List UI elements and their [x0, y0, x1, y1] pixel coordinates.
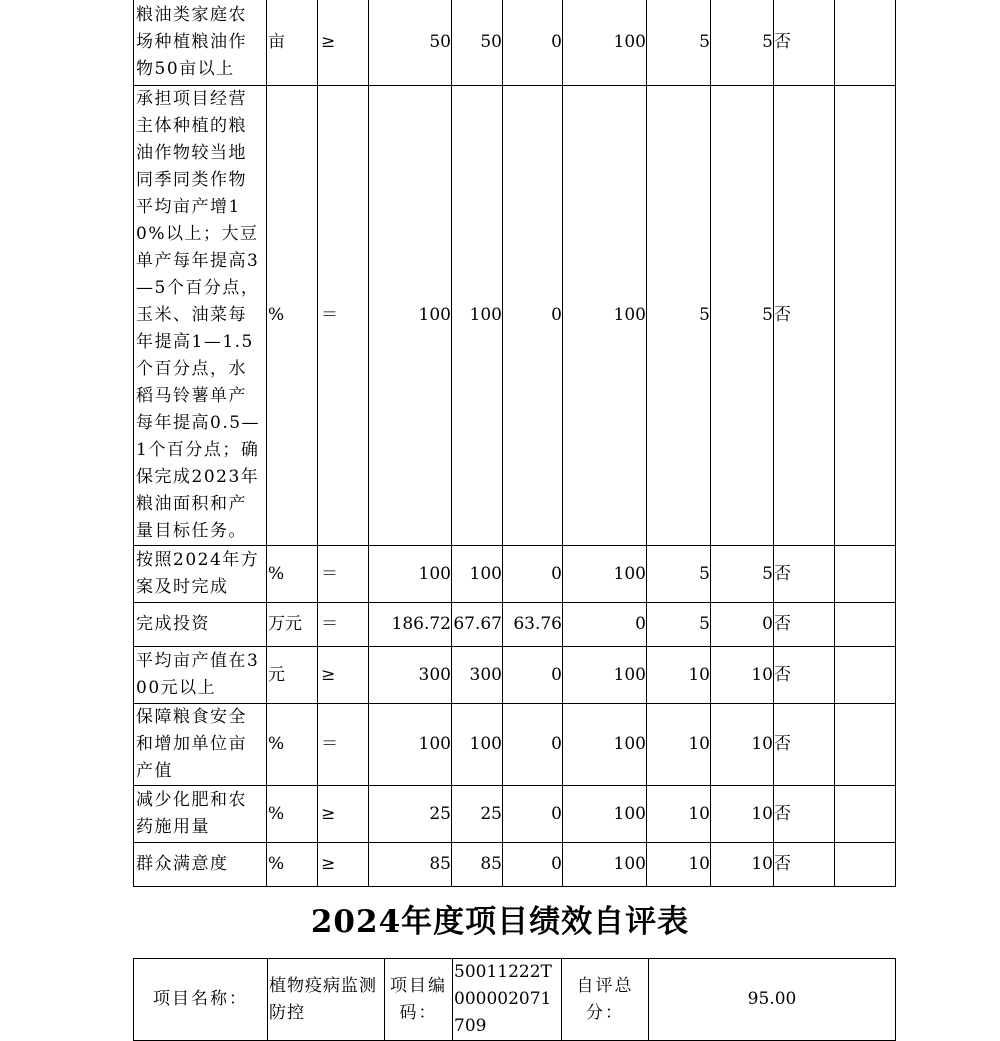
indicator-score: 5 — [711, 86, 774, 546]
indicator-weight: 10 — [647, 704, 711, 786]
indicator-name: 群众满意度 — [134, 843, 267, 887]
annual-target: 300 — [369, 647, 452, 704]
indicator-unit: % — [267, 704, 318, 786]
indicator-operator: ≥ — [318, 786, 369, 843]
annual-target: 50 — [369, 0, 452, 86]
page-title: 2024年度项目绩效自评表 — [310, 904, 690, 940]
table-row — [134, 704, 896, 786]
annual-target: 100 — [369, 86, 452, 546]
deviation-value: 0 — [503, 786, 563, 843]
core-indicator-flag: 否 — [774, 0, 835, 86]
actual-value: 85 — [452, 843, 503, 887]
actual-value: 50 — [452, 0, 503, 86]
empty-cell — [835, 0, 896, 86]
indicator-operator: ＝ — [318, 603, 369, 647]
empty-cell — [835, 704, 896, 786]
indicator-name: 完成投资 — [134, 603, 267, 647]
indicator-weight: 5 — [647, 603, 711, 647]
indicator-weight: 5 — [647, 86, 711, 546]
deviation-value: 0 — [503, 86, 563, 546]
table-row — [134, 86, 896, 546]
actual-value: 100 — [452, 86, 503, 546]
completion-rate: 100 — [563, 704, 647, 786]
core-indicator-flag: 否 — [774, 603, 835, 647]
actual-value: 67.67 — [452, 603, 503, 647]
deviation-value: 0 — [503, 0, 563, 86]
annual-target: 186.72 — [369, 603, 452, 647]
indicator-score: 10 — [711, 786, 774, 843]
project-info-table — [133, 958, 896, 1041]
indicator-unit: % — [267, 546, 318, 603]
completion-rate: 100 — [563, 786, 647, 843]
indicator-score: 0 — [711, 603, 774, 647]
total-score-value: 95.00 — [649, 959, 896, 1041]
indicator-name: 减少化肥和农药施用量 — [134, 786, 267, 843]
table-row — [134, 959, 896, 1041]
indicator-score: 5 — [711, 546, 774, 603]
core-indicator-flag: 否 — [774, 704, 835, 786]
annual-target: 100 — [369, 546, 452, 603]
indicator-weight: 10 — [647, 843, 711, 887]
indicator-operator: ＝ — [318, 546, 369, 603]
empty-cell — [835, 647, 896, 704]
empty-cell — [835, 843, 896, 887]
completion-rate: 100 — [563, 546, 647, 603]
indicator-score: 5 — [711, 0, 774, 86]
indicator-weight: 10 — [647, 786, 711, 843]
project-code-value: 50011222T000002071709 — [453, 959, 562, 1041]
table-row — [134, 647, 896, 704]
project-name-label: 项目名称： — [134, 959, 268, 1041]
core-indicator-flag: 否 — [774, 786, 835, 843]
indicator-unit: 元 — [267, 647, 318, 704]
core-indicator-flag: 否 — [774, 86, 835, 546]
deviation-value: 63.76 — [503, 603, 563, 647]
actual-value: 25 — [452, 786, 503, 843]
completion-rate: 0 — [563, 603, 647, 647]
indicator-operator: ＝ — [318, 86, 369, 546]
indicator-operator: ≥ — [318, 0, 369, 86]
completion-rate: 100 — [563, 0, 647, 86]
total-score-label: 自评总分： — [562, 959, 649, 1041]
deviation-value: 0 — [503, 546, 563, 603]
completion-rate: 100 — [563, 86, 647, 546]
deviation-value: 0 — [503, 843, 563, 887]
actual-value: 100 — [452, 704, 503, 786]
empty-cell — [835, 86, 896, 546]
empty-cell — [835, 786, 896, 843]
annual-target: 85 — [369, 843, 452, 887]
indicator-operator: ≥ — [318, 647, 369, 704]
indicator-unit: % — [267, 86, 318, 546]
project-code-label: 项目编码： — [385, 959, 453, 1041]
indicator-unit: % — [267, 786, 318, 843]
project-name-value: 植物疫病监测防控 — [268, 959, 385, 1041]
indicator-weight: 5 — [647, 0, 711, 86]
indicator-unit: % — [267, 843, 318, 887]
core-indicator-flag: 否 — [774, 843, 835, 887]
table-row — [134, 603, 896, 647]
actual-value: 300 — [452, 647, 503, 704]
indicator-score: 10 — [711, 843, 774, 887]
indicator-weight: 5 — [647, 546, 711, 603]
indicator-name: 平均亩产值在300元以上 — [134, 647, 267, 704]
core-indicator-flag: 否 — [774, 647, 835, 704]
table-row — [134, 546, 896, 603]
indicator-name: 保障粮食安全和增加单位亩产值 — [134, 704, 267, 786]
indicator-unit: 亩 — [267, 0, 318, 86]
table-row — [134, 0, 896, 86]
completion-rate: 100 — [563, 843, 647, 887]
indicator-name: 粮油类家庭农场种植粮油作物50亩以上 — [134, 0, 267, 86]
actual-value: 100 — [452, 546, 503, 603]
indicator-operator: ≥ — [318, 843, 369, 887]
indicator-name: 按照2024年方案及时完成 — [134, 546, 267, 603]
indicator-table — [133, 0, 896, 887]
empty-cell — [835, 603, 896, 647]
empty-cell — [835, 546, 896, 603]
deviation-value: 0 — [503, 647, 563, 704]
indicator-name: 承担项目经营主体种植的粮油作物较当地同季同类作物平均亩产增10%以上；大豆单产每年提高3—5个百分点，玉米、油菜每年提高1—1.5个百分点，水稻马铃薯单产每年提高0.5—1个百分点；确保完成2023年粮油面积和产量目标任务。 — [134, 86, 267, 546]
annual-target: 100 — [369, 704, 452, 786]
indicator-weight: 10 — [647, 647, 711, 704]
table-row — [134, 843, 896, 887]
table-row — [134, 786, 896, 843]
core-indicator-flag: 否 — [774, 546, 835, 603]
annual-target: 25 — [369, 786, 452, 843]
deviation-value: 0 — [503, 704, 563, 786]
indicator-unit: 万元 — [267, 603, 318, 647]
completion-rate: 100 — [563, 647, 647, 704]
indicator-score: 10 — [711, 704, 774, 786]
indicator-score: 10 — [711, 647, 774, 704]
indicator-operator: ＝ — [318, 704, 369, 786]
